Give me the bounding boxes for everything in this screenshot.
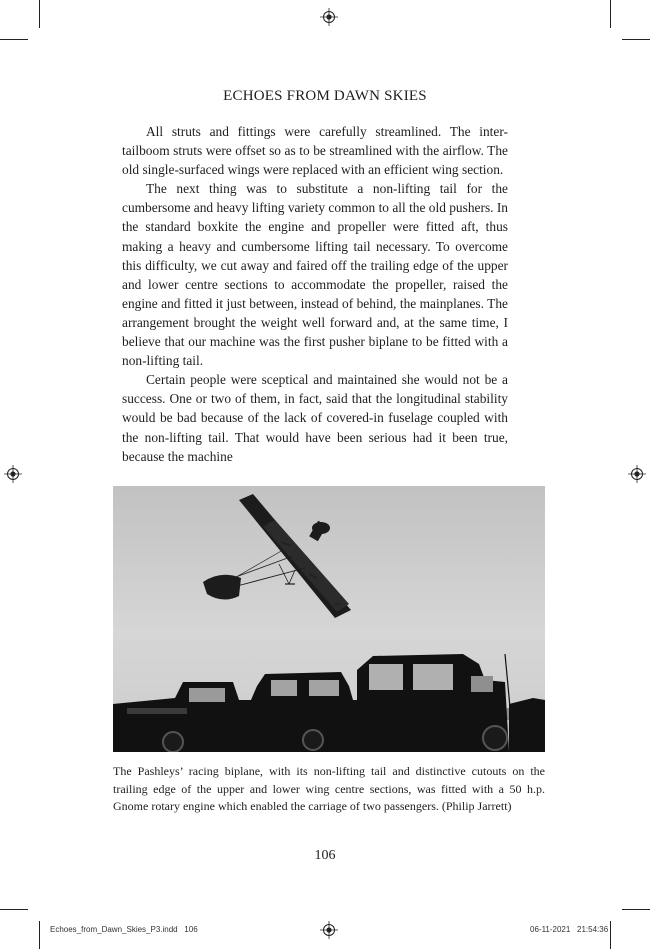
registration-mark-icon xyxy=(320,921,338,939)
crop-mark xyxy=(610,921,611,949)
registration-mark-icon xyxy=(320,8,338,26)
biplane-photograph xyxy=(113,486,545,752)
body-text xyxy=(122,122,508,466)
crop-mark xyxy=(0,909,28,910)
paragraph: The next thing was to substitute a non-lifting tail for the cumbersome and heavy lifting variety common to all the old pushers. In the standard boxkite the engine and propeller were fitted aft, thus making a heavy and cumbersome lifting tail necessary. To overcome this difficulty, we cut away and faired off the trailing edge of the upper and lower centre sections to accommodate the propeller, raised the engine and fitted it just between, instead of behind, the mainplanes. The arrangement brought the weight well forward and, at the same time, I believe that our machine was the first pusher biplane to be fitted with a non-lifting tail. xyxy=(122,181,509,369)
crop-mark xyxy=(622,39,650,40)
paragraph: All struts and fittings were carefully streamlined. The inter-tailboom struts were offset so as to be streamlined with the airflow. The old single-surfaced wings were replaced with an efficient wing section. xyxy=(122,124,508,178)
paragraph: Certain people were sceptical and maintained she would not be a success. One or two of them, in fact, said that the longitudinal stability would be bad because of the lack of covered-in fuselage coupled with the non-lifting tail. That would have been serious had it been true, because the machine xyxy=(122,372,508,464)
crop-mark xyxy=(39,0,40,28)
page-number: 106 xyxy=(314,848,336,863)
slug-datetime: 06-11-2021 21:54:36 xyxy=(530,925,609,934)
crop-mark xyxy=(610,0,611,28)
crop-mark xyxy=(622,909,650,910)
registration-mark-icon xyxy=(4,465,22,483)
crop-mark xyxy=(39,921,40,949)
running-head: ECHOES FROM DAWN SKIES xyxy=(223,88,427,104)
slug-filename: Echoes_from_Dawn_Skies_P3.indd 106 xyxy=(50,925,198,934)
figure-caption: The Pashleys’ racing biplane, with its non-lifting tail and distinctive cutouts on the trailing edge of the upper and lower wing centre sections, was fitted with a 50 h.p. Gnome rotary engine which enabled the carriage of two passengers. (Philip Jarrett) xyxy=(113,764,545,813)
registration-mark-icon xyxy=(628,465,646,483)
crop-mark xyxy=(0,39,28,40)
